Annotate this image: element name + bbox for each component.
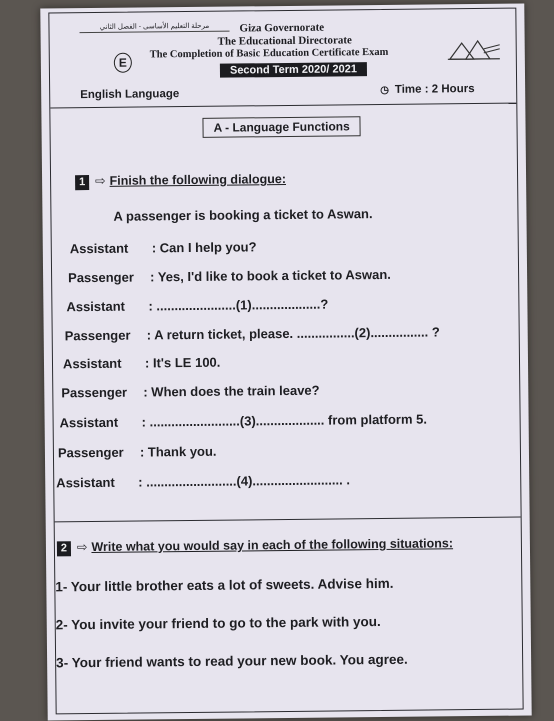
- dialogue-line: [68, 267, 391, 285]
- situation-item: 3- Your friend wants to read your new book. You agree.: [56, 651, 408, 671]
- time-label: [380, 83, 475, 96]
- governorate-title: Giza Governorate: [239, 21, 325, 35]
- dialogue-text: : Thank you.: [139, 443, 217, 460]
- dialogue-line: [60, 412, 427, 431]
- situation-item: 2- You invite your friend to go to the park with you.: [55, 614, 381, 633]
- section-divider: [55, 517, 521, 523]
- exam-header: [49, 9, 516, 92]
- dialogue-line: [63, 355, 220, 372]
- time-text: Time : 2 Hours: [394, 83, 475, 96]
- question-2-heading: [57, 535, 453, 556]
- exam-frame: [48, 8, 523, 715]
- dialogue-line: [66, 297, 328, 315]
- subject-label: English Language: [80, 88, 180, 102]
- dialogue-intro: A passenger is booking a ticket to Aswan.: [113, 206, 373, 224]
- certificate-title: The Completion of Basic Education Certificate Exam: [149, 46, 389, 61]
- pyramids-logo-icon: [446, 35, 502, 64]
- clock-icon: ◷: [380, 84, 389, 96]
- arrow-right-icon: ⇨: [95, 173, 106, 188]
- section-title: A - Language Functions: [202, 116, 360, 138]
- subject-row: [50, 81, 516, 109]
- dialogue-line: [65, 324, 440, 343]
- question-1-heading: [75, 171, 286, 190]
- speaker-label: Assistant: [56, 474, 115, 491]
- dialogue-text: : Yes, I'd like to book a ticket to Aswan.: [150, 266, 391, 285]
- dialogue-text: : It's LE 100.: [144, 354, 221, 371]
- speaker-label: Passenger: [61, 384, 128, 401]
- question-2-instruction: Write what you would say in each of the following situations:: [91, 536, 454, 555]
- dialogue-text: : Can I help you?: [151, 239, 257, 256]
- english-logo-icon: E: [114, 53, 132, 73]
- question-number-badge: 2: [57, 541, 71, 556]
- arrow-right-icon: ⇨: [76, 540, 88, 555]
- question-1-instruction: Finish the following dialogue:: [109, 171, 287, 188]
- directorate-title: The Educational Directorate: [217, 34, 352, 48]
- speaker-label: Assistant: [62, 355, 122, 372]
- dialogue-text: : .........................(4)......................... .: [138, 472, 350, 490]
- situation-item: 1- Your little brother eats a lot of sweets. Advise him.: [55, 575, 394, 595]
- question-number-badge: 1: [75, 175, 89, 190]
- dialogue-text: : ......................(1)...................?: [148, 296, 329, 314]
- dialogue-text: : .........................(3)................... from platform 5.: [141, 411, 428, 430]
- speaker-label: Assistant: [59, 414, 119, 431]
- speaker-label: Assistant: [66, 298, 126, 315]
- dialogue-line: [61, 383, 319, 401]
- dialogue-line: [56, 472, 350, 490]
- dialogue-line: [70, 239, 257, 256]
- dialogue-line: [58, 444, 217, 461]
- speaker-label: Passenger: [64, 327, 131, 344]
- arabic-header-line: مرحلة التعليم الأساسى - الفصل الثاني: [79, 22, 229, 34]
- exam-paper: [40, 3, 531, 720]
- speaker-label: Passenger: [68, 269, 134, 286]
- term-badge: Second Term 2020/ 2021: [220, 62, 367, 78]
- dialogue-text: : When does the train leave?: [143, 382, 320, 400]
- dialogue-text: : A return ticket, please. ................(2)................ ?: [146, 324, 440, 343]
- speaker-label: Assistant: [69, 240, 129, 257]
- speaker-label: Passenger: [57, 444, 124, 461]
